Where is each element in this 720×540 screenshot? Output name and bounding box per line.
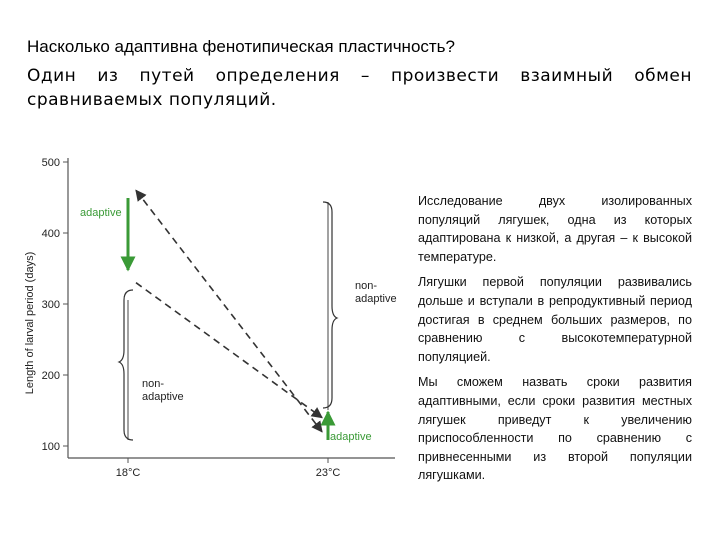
- y-tick-label: 300: [41, 299, 60, 311]
- x-tick-label: 18°C: [115, 467, 141, 479]
- y-tick-label: 500: [41, 157, 60, 169]
- brace-18: [119, 290, 133, 440]
- x-tick-label: 23°C: [315, 467, 341, 479]
- brace-23: [323, 202, 337, 408]
- adaptive-label-18: adaptive: [80, 207, 122, 219]
- y-tick-label: 100: [41, 441, 60, 453]
- larval-period-chart: [0, 140, 430, 480]
- text-panel: [418, 192, 692, 492]
- paragraph-2: Лягушки первой популяции развивались дольше и вступали в репродуктивный период достигая в среднем больших размеров, по сравнению с высокотемпературной популяцией.: [418, 275, 692, 364]
- chart-figure: [0, 140, 430, 480]
- adaptive-label-23: adaptive: [330, 431, 372, 443]
- slide-subtitle: Один из путей определения – произвести взаимный обмен сравниваемых популяций.: [27, 66, 692, 110]
- nonadaptive-label-18: non-adaptive: [142, 378, 184, 403]
- y-tick-label: 400: [41, 228, 60, 240]
- y-axis-label: Length of larval period (days): [24, 251, 36, 395]
- paragraph-1: Исследование двух изолированных популяций лягушек, одна из которых адаптирована к низкой, а другая – к высокой температуре.: [418, 194, 692, 264]
- y-tick-label: 200: [41, 370, 60, 382]
- paragraph-3: Мы сможем назвать сроки развития адаптивными, если сроки развития местных лягушек приведут к увеличению приспособленности по сравнению с привнесенными из второй популяции лягушками.: [418, 375, 692, 483]
- slide-title: Насколько адаптивна фенотипическая пластичность?: [27, 37, 455, 56]
- nonadaptive-label-23: non-adaptive: [355, 280, 397, 305]
